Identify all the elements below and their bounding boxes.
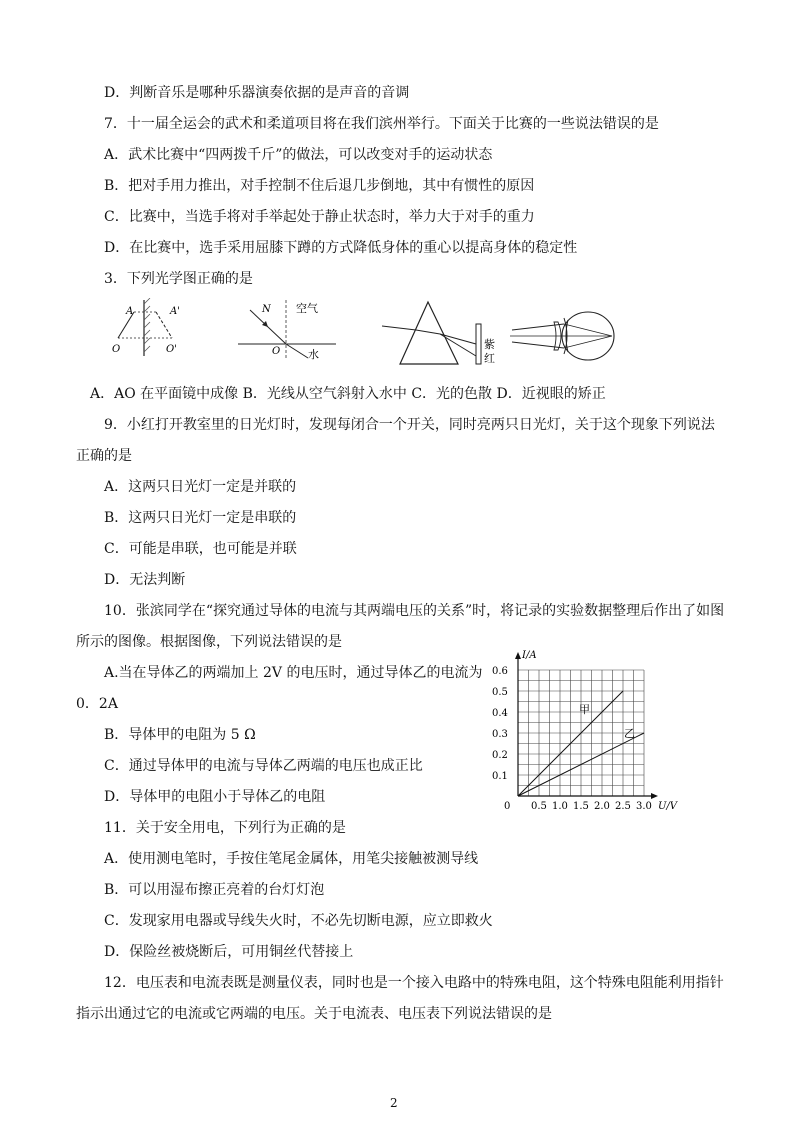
y-tick-label: 0.1 (492, 771, 508, 782)
q7-option-c: C．比赛中，当选手将对手举起处于静止状态时，举力大于对手的重力 (104, 209, 535, 225)
y-tick-label: 0.5 (492, 687, 508, 698)
q11-stem: 11．关于安全用电，下列行为正确的是 (104, 820, 346, 836)
q10-option-b: B．导体甲的电阻为 5 Ω (104, 727, 256, 743)
y-tick-label: 0.6 (492, 666, 508, 677)
q9-option-a: A．这两只日光灯一定是并联的 (104, 479, 297, 495)
q10-option-a-line2: 0．2A (76, 696, 118, 712)
y-tick-label: 0.3 (492, 729, 508, 740)
refraction-label-n: N (262, 304, 271, 315)
x-axis-label: U/V (658, 801, 678, 812)
q10-option-a-line1: A.当在导体乙的两端加上 2V 的电压时，通过导体乙的电流为 (104, 665, 483, 681)
y-axis-label: I/A (522, 650, 537, 661)
q11-option-b: B．可以用湿布擦正亮着的台灯灯泡 (104, 882, 325, 898)
origin-label: 0 (504, 801, 511, 812)
mirror-figure (110, 298, 180, 360)
prism-label-violet: 紫 (484, 338, 495, 351)
q9-option-d: D．无法判断 (104, 572, 186, 588)
q10-stem-line2: 所示的图像。根据图像，下列说法错误的是 (76, 634, 342, 650)
x-axis-arrow (651, 793, 658, 799)
q11-option-c: C．发现家用电器或导线失火时，不必先切断电源，应立即救火 (104, 913, 493, 929)
q9-option-b: B．这两只日光灯一定是串联的 (104, 510, 297, 526)
x-tick-label: 2.5 (615, 801, 631, 812)
mirror-label-a-prime: A' (170, 306, 180, 317)
iu-graph (488, 646, 698, 812)
page-number: 2 (390, 1096, 398, 1110)
y-tick-label: 0.4 (492, 708, 508, 719)
prism-figure (380, 296, 500, 368)
refraction-label-o: O (272, 346, 281, 357)
refraction-label-air: 空气 (296, 302, 318, 315)
x-tick-label: 1.0 (552, 801, 568, 812)
q7-option-b: B．把对手用力推出，对手控制不住后退几步倒地，其中有惯性的原因 (104, 178, 535, 194)
q12-stem-line1: 12．电压表和电流表既是测量仪表，同时也是一个接入电路中的特殊电阻，这个特殊电阻能利用指针 (104, 975, 724, 991)
x-tick-label: 2.0 (594, 801, 610, 812)
q10-stem-line1: 10．张滨同学在“探究通过导体的电流与其两端电压的关系”时，将记录的实验数据整理后作出了如图 (104, 603, 725, 619)
myopia-figure (508, 308, 620, 364)
q10-option-c: C．通过导体甲的电流与导体乙两端的电压也成正比 (104, 758, 423, 774)
mirror-label-o: O (112, 344, 121, 355)
chart-tick-labels (492, 650, 679, 812)
q10-option-d: D．导体甲的电阻小于导体乙的电阻 (104, 789, 326, 805)
q9-stem-line2: 正确的是 (76, 448, 132, 464)
q8-option-labels: A．AO 在平面镜中成像 B．光线从空气斜射入水中 C．光的色散 D．近视眼的矫正 (90, 386, 606, 402)
q7-stem: 7．十一届全运会的武术和柔道项目将在我们滨州举行。下面关于比赛的一些说法错误的是 (104, 116, 659, 132)
y-axis-arrow (515, 652, 521, 659)
x-tick-label: 0.5 (531, 801, 547, 812)
series-label-yi: 乙 (624, 727, 635, 740)
prism-label-red: 红 (484, 352, 495, 365)
q6-option-d: D．判断音乐是哪种乐器演奏依据的是声音的音调 (104, 85, 410, 101)
y-tick-label: 0.2 (492, 750, 508, 761)
q9-option-c: C．可能是串联，也可能是并联 (104, 541, 297, 557)
q7-option-d: D．在比赛中，选手采用屈膝下蹲的方式降低身体的重心以提高身体的稳定性 (104, 240, 578, 256)
q11-option-a: A．使用测电笔时，手按住笔尾金属体，用笔尖接触被测导线 (104, 851, 479, 867)
q9-stem-line1: 9．小红打开教室里的日光灯时，发现每闭合一个开关，同时亮两只日光灯，关于这个现象下列说法 (104, 417, 715, 433)
q12-stem-line2: 指示出通过它的电流或它两端的电压。关于电流表、电压表下列说法错误的是 (76, 1006, 552, 1022)
refraction-label-water: 水 (308, 348, 319, 361)
q8-stem: 3．下列光学图正确的是 (104, 271, 253, 287)
series-label-jia: 甲 (579, 703, 590, 716)
refraction-figure (228, 296, 338, 362)
q7-option-a: A．武术比赛中“四两拨千斤”的做法，可以改变对手的运动状态 (104, 147, 493, 163)
mirror-label-a: A (126, 306, 134, 317)
x-tick-label: 1.5 (573, 801, 589, 812)
mirror-label-o-prime: O' (166, 344, 177, 355)
q11-option-d: D．保险丝被烧断后，可用铜丝代替接上 (104, 944, 354, 960)
x-tick-label: 3.0 (636, 801, 652, 812)
